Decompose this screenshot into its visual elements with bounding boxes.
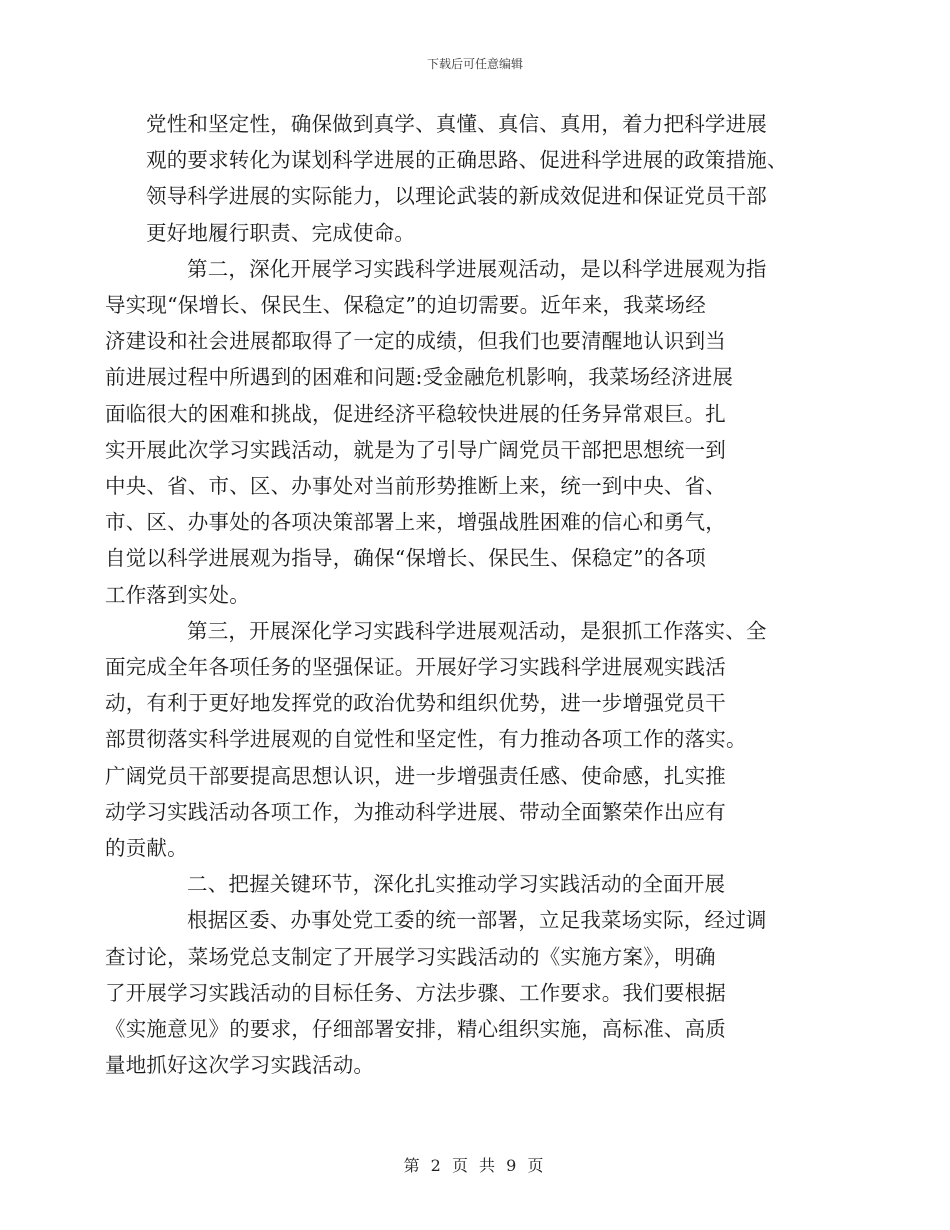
text-line: 了开展学习实践活动的目标任务、方法步骤、工作要求。我们要根据 bbox=[105, 980, 726, 1005]
text-line: 二、把握关键环节，深化扎实推动学习实践活动的全面开展 bbox=[187, 872, 726, 897]
text-line: 前进展过程中所遇到的困难和问题:受金融危机影响，我菜场经济进展 bbox=[105, 365, 734, 390]
text-line: 第二，深化开展学习实践科学进展观活动，是以科学进展观为指 bbox=[187, 256, 767, 281]
text-line: 根据区委、办事处党工委的统一部署，立足我菜场实际，经过调 bbox=[187, 908, 767, 933]
text-line: 市、区、办事处的各项决策部署上来，增强战胜困难的信心和勇气， bbox=[105, 510, 726, 535]
paragraph bbox=[105, 902, 806, 1083]
text-line: 工作落到实处。 bbox=[105, 582, 250, 607]
page-header: 下载后可任意编辑 bbox=[426, 57, 523, 71]
document-body bbox=[105, 106, 806, 1083]
paragraph bbox=[146, 106, 806, 251]
text-line: 导实现“保增长、保民生、保稳定”的迫切需要。近年来，我菜场经 bbox=[105, 293, 706, 318]
paragraph bbox=[105, 613, 806, 866]
text-line: 量地抓好这次学习实践活动。 bbox=[105, 1053, 375, 1078]
paragraph bbox=[105, 251, 806, 613]
paragraph bbox=[146, 866, 806, 902]
text-line: 济建设和社会进展都取得了一定的成绩，但我们也要清醒地认识到当 bbox=[105, 329, 726, 354]
text-line: 观的要求转化为谋划科学进展的正确思路、促进科学进展的政策措施、 bbox=[146, 148, 788, 173]
text-line: 查讨论，菜场党总支制定了开展学习实践活动的《实施方案》，明确 bbox=[105, 944, 716, 969]
text-line: 领导科学进展的实际能力，以理论武装的新成效促进和保证党员干部 bbox=[146, 184, 767, 209]
text-line: 中央、省、市、区、办事处对当前形势推断上来，统一到中央、省、 bbox=[105, 474, 726, 499]
text-line: 自觉以科学进展观为指导，确保“保增长、保民生、保稳定”的各项 bbox=[105, 546, 706, 571]
text-line: 面完成全年各项任务的坚强保证。开展好学习实践科学进展观实践活 bbox=[105, 655, 726, 680]
page-number: 第 2 页 共 9 页 bbox=[403, 1156, 547, 1175]
text-line: 动学习实践活动各项工作，为推动科学进展、带动全面繁荣作出应有 bbox=[105, 799, 726, 824]
text-line: 动，有利于更好地发挥党的政治优势和组织优势，进一步增强党员干 bbox=[105, 691, 726, 716]
text-line: 的贡献。 bbox=[105, 836, 188, 861]
text-line: 部贯彻落实科学进展观的自觉性和坚定性，有力推动各项工作的落实。 bbox=[105, 727, 747, 752]
text-line: 实开展此次学习实践活动，就是为了引导广阔党员干部把思想统一到 bbox=[105, 437, 726, 462]
text-line: 第三，开展深化学习实践科学进展观活动，是狠抓工作落实、全 bbox=[187, 618, 767, 643]
text-line: 党性和坚定性，确保做到真学、真懂、真信、真用，着力把科学进展 bbox=[146, 112, 767, 136]
text-line: 更好地履行职责、完成使命。 bbox=[146, 220, 416, 245]
text-line: 广阔党员干部要提高思想认识，进一步增强责任感、使命感，扎实推 bbox=[105, 763, 726, 788]
text-line: 《实施意见》的要求，仔细部署安排，精心组织实施，高标准、高质 bbox=[105, 1017, 726, 1042]
text-line: 面临很大的困难和挑战，促进经济平稳较快进展的任务异常艰巨。扎 bbox=[105, 401, 726, 426]
